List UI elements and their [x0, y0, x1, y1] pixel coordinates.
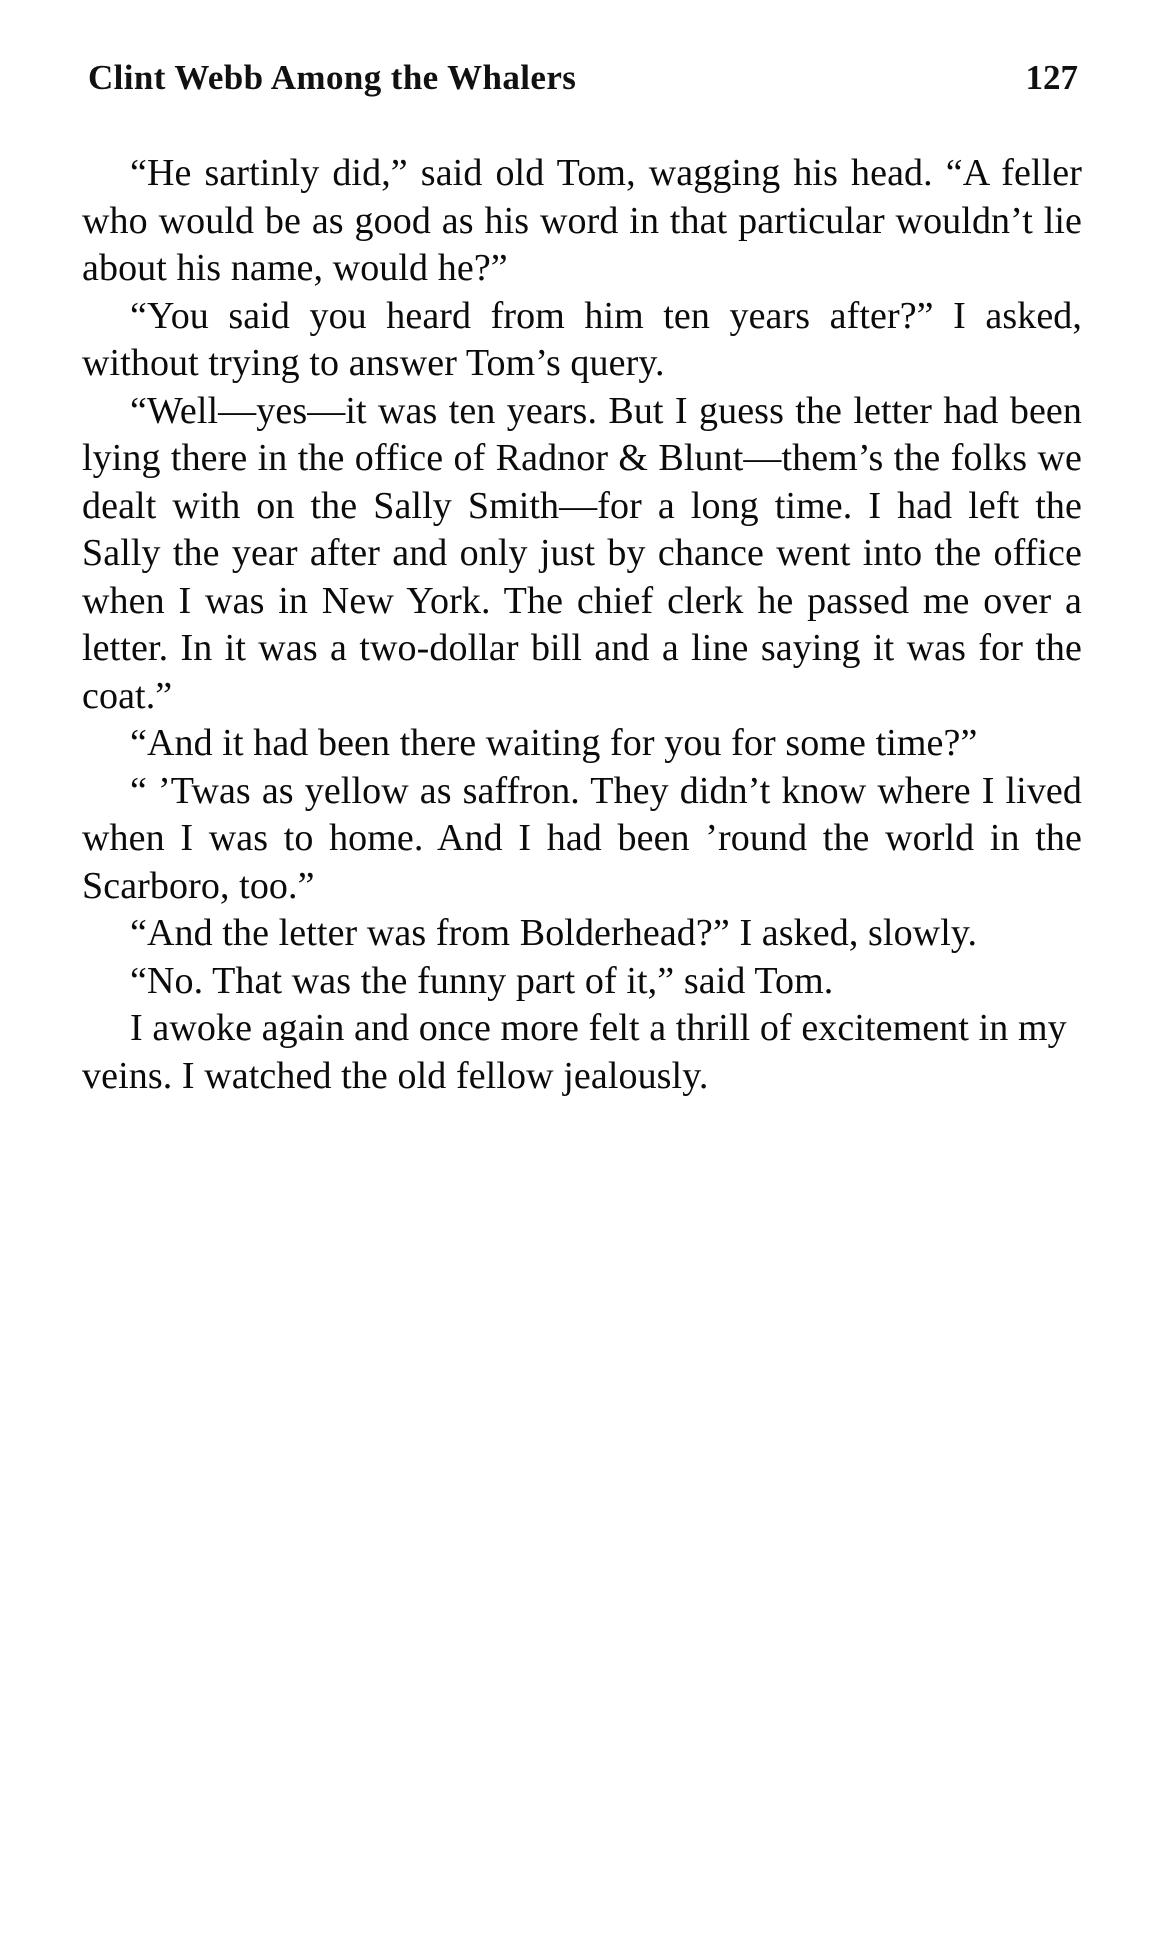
- paragraph: “Well—yes—it was ten years. But I guess the letter had been lying there in the office of Radnor & Blunt—them’s the folks we dealt with on the Sally Smith—for a long time. I had left the Sally the year after and only just by chance went into the office when I was in New York. The chief clerk he passed me over a letter. In it was a two-dollar bill and a line saying it was for the coat.”: [82, 389, 1082, 717]
- paragraph: I awoke again and once more felt a thrill of excitement in my veins. I watched the old fellow jealously.: [82, 1007, 1067, 1097]
- page-number: 127: [1025, 58, 1078, 97]
- paragraph: “And it had been there waiting for you for some time?”: [130, 722, 978, 764]
- paragraph: “ ’Twas as yellow as saffron. They didn’t know where I lived when I was to home. And I had been ’round the world in the Scarboro, too.”: [82, 769, 1082, 907]
- body-text: [82, 150, 1082, 1100]
- paragraph: “He sartinly did,” said old Tom, wagging his head. “A feller who would be as good as his word in that particular wouldn’t lie about his name, would he?”: [82, 152, 1082, 289]
- page-title: Clint Webb Among the Whalers: [88, 58, 577, 97]
- paragraph: “No. That was the funny part of it,” said Tom.: [130, 959, 834, 1002]
- paragraph: “And the letter was from Bolderhead?” I asked, slowly.: [130, 912, 978, 954]
- running-head: [88, 58, 1078, 98]
- paragraph: “You said you heard from him ten years after?” I asked, without trying to answer Tom’s query.: [82, 294, 1082, 384]
